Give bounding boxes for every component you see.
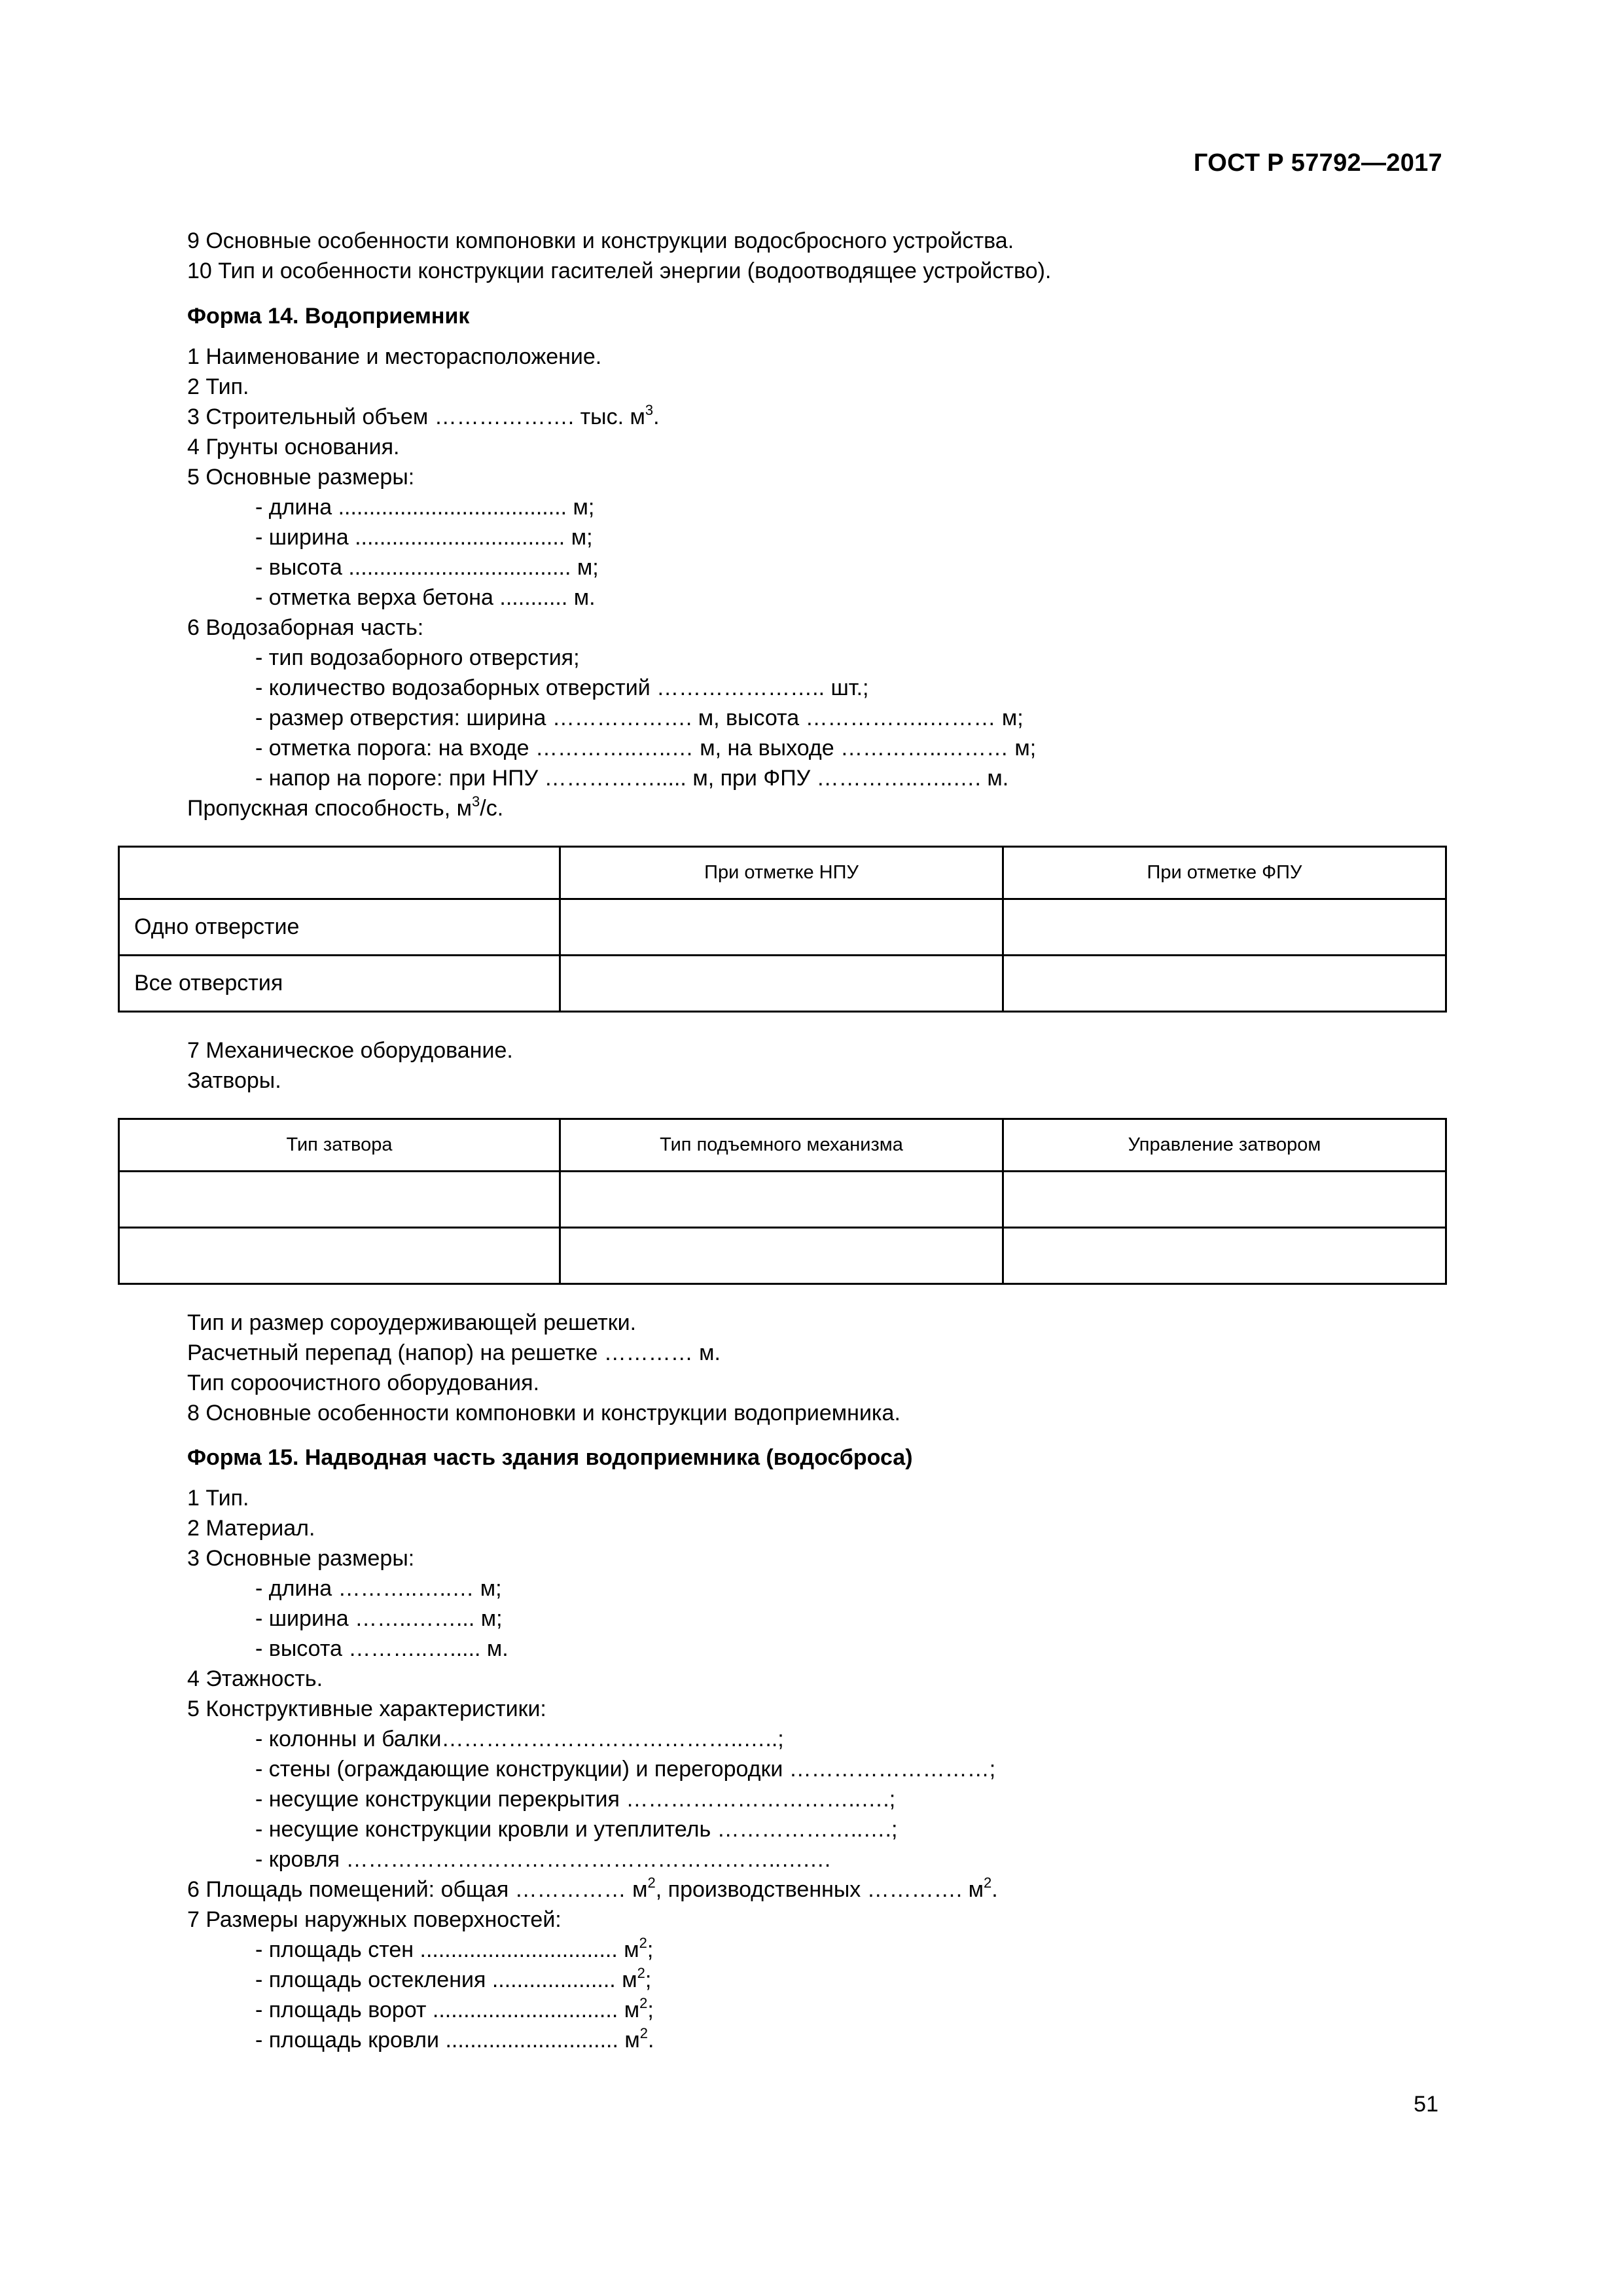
form15-item-1: 1 Тип.: [187, 1486, 249, 1511]
form14-item-2: 2 Тип.: [187, 374, 249, 399]
form15-dim-width: - ширина ……..……... м;: [255, 1606, 503, 1631]
form14-intake-count: - количество водозаборных отверстий ………………….. шт.;: [255, 675, 869, 700]
intro-item-9: 9 Основные особенности компоновки и конструкции водосбросного устройства.: [187, 228, 1014, 253]
form15-item-5: 5 Конструктивные характеристики:: [187, 1696, 546, 1721]
table-cell: Все отверстия: [119, 956, 560, 1012]
table-cell: [560, 1228, 1003, 1284]
form15-item-7: 7 Размеры наружных поверхностей:: [187, 1907, 562, 1932]
form15-struct-roofing: - кровля …………………………………………………..….…: [255, 1847, 832, 1872]
form15-surface-walls: - площадь стен ................................ $м^2$;: [255, 1935, 654, 1962]
form15-struct-columns: - колонны и балки…………………………………..…..;: [255, 1727, 784, 1751]
table-cell: [119, 1172, 560, 1228]
form14-intake-type: - тип водозаборного отверстия;: [255, 645, 580, 670]
form14-dim-concrete-top: - отметка верха бетона ........... м.: [255, 585, 596, 610]
form15-item-6: 6 Площадь помещений: общая …………… $м^2$, производственных …………. $м^2$.: [187, 1874, 998, 1902]
table-header-cell: Управление затвором: [1003, 1119, 1446, 1172]
form14-gates-label: Затворы.: [187, 1068, 281, 1093]
capacity-table: [118, 846, 1447, 1013]
table-cell: [1003, 956, 1446, 1012]
form14-item-3: 3 Строительный объем ………………. тыс. $м^3$.: [187, 402, 660, 429]
form15-item-3: 3 Основные размеры:: [187, 1546, 415, 1571]
table-cell: [560, 899, 1003, 956]
table-cell: [1003, 1172, 1446, 1228]
form14-capacity-label: Пропускная способность, $м^3/с$.: [187, 793, 504, 821]
form14-intake-size: - размер отверстия: ширина ………………. м, высота ……………..……… м;: [255, 706, 1024, 730]
form15-title: Форма 15. Надводная часть здания водоприемника (водосброса): [187, 1445, 913, 1470]
form14-dim-width: - ширина .................................. м;: [255, 525, 593, 550]
form14-item-1: 1 Наименование и месторасположение.: [187, 344, 602, 369]
document-code: ГОСТ Р 57792—2017: [1193, 149, 1442, 177]
form15-surface-roof: - площадь кровли ............................ $м^2$.: [255, 2025, 654, 2053]
form15-dim-height: - высота ………..…..... м.: [255, 1636, 508, 1661]
form15-item-2: 2 Материал.: [187, 1516, 315, 1541]
form14-intake-head: - напор на пороге: при НПУ ……………..... м, при ФПУ …………..…..…. м.: [255, 766, 1009, 791]
table-cell: [560, 956, 1003, 1012]
table-header-cell: [119, 847, 560, 899]
table-row: [119, 1228, 1446, 1284]
table-cell: Одно отверстие: [119, 899, 560, 956]
table-header-cell: При отметке НПУ: [560, 847, 1003, 899]
table-header-row: [119, 847, 1446, 899]
table-cell: [1003, 1228, 1446, 1284]
form14-dim-length: - длина ..................................... м;: [255, 495, 595, 520]
table-cell: [560, 1172, 1003, 1228]
form15-struct-floors: - несущие конструкции перекрытия …………………………..….;: [255, 1787, 896, 1812]
gates-table: [118, 1118, 1447, 1285]
table-header-cell: При отметке ФПУ: [1003, 847, 1446, 899]
intro-item-10: 10 Тип и особенности конструкции гасителей энергии (водоотводящее устройство).: [187, 259, 1052, 283]
form15-dim-length: - длина ………..…..… м;: [255, 1576, 502, 1601]
form15-struct-walls: - стены (ограждающие конструкции) и перегородки ………………………;: [255, 1757, 996, 1782]
form15-surface-gates: - площадь ворот .............................. $м^2$;: [255, 1995, 654, 2022]
form14-dim-height: - высота .................................... м;: [255, 555, 599, 580]
table-cell: [1003, 899, 1446, 956]
form14-title: Форма 14. Водоприемник: [187, 304, 470, 329]
form14-trash-rack: Тип и размер сороудерживающей решетки.: [187, 1310, 637, 1335]
form14-intake-sill: - отметка порога: на входе …………..…..… м, на выходе …………..……… м;: [255, 736, 1037, 761]
form15-struct-roof-structure: - несущие конструкции кровли и утеплитель ………………..….;: [255, 1817, 898, 1842]
form14-item-8: 8 Основные особенности компоновки и конструкции водоприемника.: [187, 1401, 901, 1426]
form14-cleaning-equipment: Тип сороочистного оборудования.: [187, 1371, 540, 1395]
form14-item-5: 5 Основные размеры:: [187, 465, 415, 490]
table-header-cell: Тип затвора: [119, 1119, 560, 1172]
form15-surface-glazing: - площадь остекления .................... $м^2$;: [255, 1965, 652, 1992]
table-row: [119, 899, 1446, 956]
form14-item-4: 4 Грунты основания.: [187, 435, 400, 459]
table-header-cell: Тип подъемного механизма: [560, 1119, 1003, 1172]
table-header-row: [119, 1119, 1446, 1172]
form14-item-6: 6 Водозаборная часть:: [187, 615, 424, 640]
page-number: 51: [1414, 2092, 1438, 2117]
form15-item-4: 4 Этажность.: [187, 1666, 323, 1691]
table-row: [119, 1172, 1446, 1228]
table-cell: [119, 1228, 560, 1284]
form14-item-7: 7 Механическое оборудование.: [187, 1038, 513, 1063]
table-row: [119, 956, 1446, 1012]
form14-head-difference: Расчетный перепад (напор) на решетке ………… м.: [187, 1340, 721, 1365]
